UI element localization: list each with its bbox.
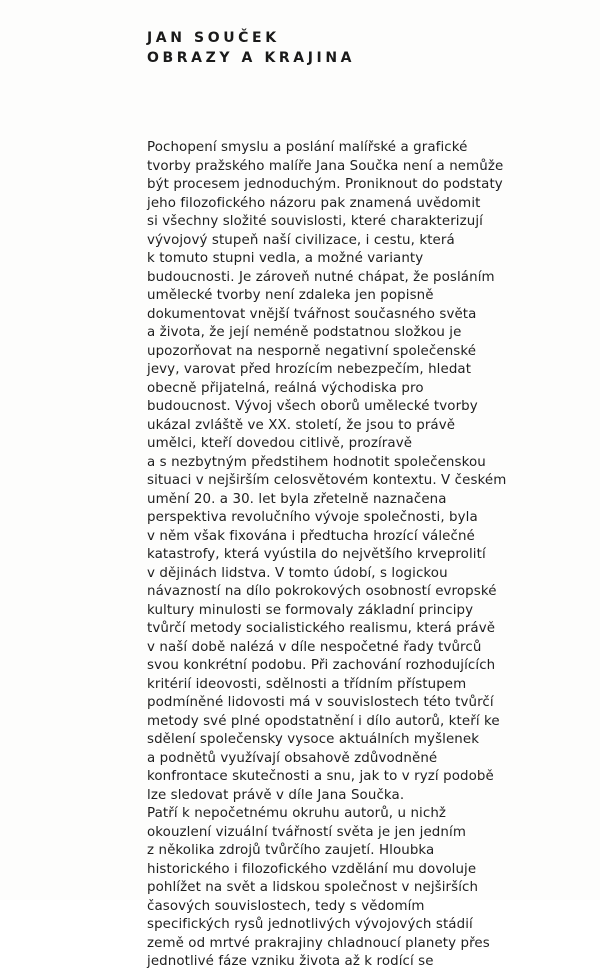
body-text xyxy=(147,139,587,972)
text-line: vývojový stupeň naší civilizace, i cestu, která xyxy=(147,232,455,248)
text-line: v naší době nalézá v díle nespočetné řady tvůrců xyxy=(147,639,482,655)
text-line: perspektiva revolučního vývoje společnosti, byla xyxy=(147,510,478,525)
text-line: návazností na dílo pokrokových osobností evropské xyxy=(147,584,497,599)
text-line: katastrofy, která vyústila do největšího krveprolití xyxy=(147,547,486,562)
text-line: v dějinách lidstva. V tomto údobí, s logickou xyxy=(147,565,448,581)
text-line: jednotlivé fáze vzniku života až k rodící se xyxy=(147,954,434,969)
text-line: budoucnost. Vývoj všech oborů umělecké tvorby xyxy=(147,399,478,414)
text-line: specifických rysů jednotlivých vývojových stádií xyxy=(147,917,473,932)
text-line: tvorby pražského malíře Jana Součka není a nemůže xyxy=(147,158,504,174)
text-line: země od mrtvé prakrajiny chladnoucí planety přes xyxy=(147,935,490,951)
text-line: sdělení společensky vysoce aktuálních myšlenek xyxy=(147,732,480,747)
text-line: v něm však fixována i předtucha hrozící válečné xyxy=(147,528,475,544)
text-line: konfrontace skutečnosti a snu, jak to v ryzí podobě xyxy=(147,769,494,784)
text-line: umělecké tvorby není zdaleka jen popisně xyxy=(147,288,434,303)
text-line: upozorňovat na nesporně negativní společenské xyxy=(147,343,477,359)
text-line: k tomuto stupni vedla, a možné varianty xyxy=(147,251,424,266)
text-line: z několika zdrojů tvůrčího zaujetí. Hloubka xyxy=(147,843,435,858)
text-line: jeho filozofického názoru pak znamená uvědomit xyxy=(147,195,481,211)
text-line: jevy, varovat před hrozícím nebezpečím, hledat xyxy=(147,362,472,377)
text-line: obecně přijatelná, reálná východiska pro xyxy=(147,380,424,396)
text-line: a s nezbytným předstihem hodnotit společenskou xyxy=(147,454,486,470)
text-line: umění 20. a 30. let byla zřetelně naznačena xyxy=(147,491,447,507)
text-line: budoucnosti. Je zároveň nutné chápat, že posláním xyxy=(147,269,495,285)
text-line: být procesem jednoduchým. Proniknout do podstaty xyxy=(147,177,503,192)
text-line: a podnětů využívají obsahově zdůvodněné xyxy=(147,750,438,766)
text-line: situaci v nejširším celosvětovém kontextu. V českém xyxy=(147,473,507,488)
page-header xyxy=(147,28,355,68)
text-line: okouzlení vizuální tvářností světa je jen jedním xyxy=(147,824,466,840)
text-line: svou konkrétní podobu. Při zachování rozhodujících xyxy=(147,658,496,673)
text-line: umělci, kteří dovedou citlivě, prozíravě xyxy=(147,436,413,451)
text-line: Patří k nepočetnému okruhu autorů, u nichž xyxy=(147,806,447,821)
text-line: podmíněné lidovosti má v souvislostech této tvůrčí xyxy=(147,695,494,710)
text-line: kritérií ideovosti, sdělnosti a třídním přístupem xyxy=(147,676,467,692)
author-name: JAN SOUČEK xyxy=(147,30,280,46)
text-line: dokumentovat vnější tvářnost současného světa xyxy=(147,306,477,322)
text-line: a života, že její neméně podstatnou složkou je xyxy=(147,325,462,340)
text-line: si všechny složité souvislosti, které charakterizují xyxy=(147,214,483,229)
text-line: časových souvislostech, tedy s vědomím xyxy=(147,898,425,914)
text-line: metody své plné opodstatnění i dílo autorů, kteří ke xyxy=(147,713,500,729)
text-line: ukázal zvláště ve XX. století, že jsou to právě xyxy=(147,417,456,433)
text-line: pohlížet na svět a lidskou společnost v nejširších xyxy=(147,880,479,895)
document-title: OBRAZY A KRAJINA xyxy=(147,50,356,66)
text-line: historického i filozofického vzdělání mu dovoluje xyxy=(147,861,477,877)
text-line: kultury minulosti se formovaly základní principy xyxy=(147,602,474,618)
text-line: lze sledovat právě v díle Jana Součka. xyxy=(147,787,405,803)
text-line: Pochopení smyslu a poslání malířské a grafické xyxy=(147,140,468,155)
text-line: tvůrčí metody socialistického realismu, která právě xyxy=(147,621,496,636)
